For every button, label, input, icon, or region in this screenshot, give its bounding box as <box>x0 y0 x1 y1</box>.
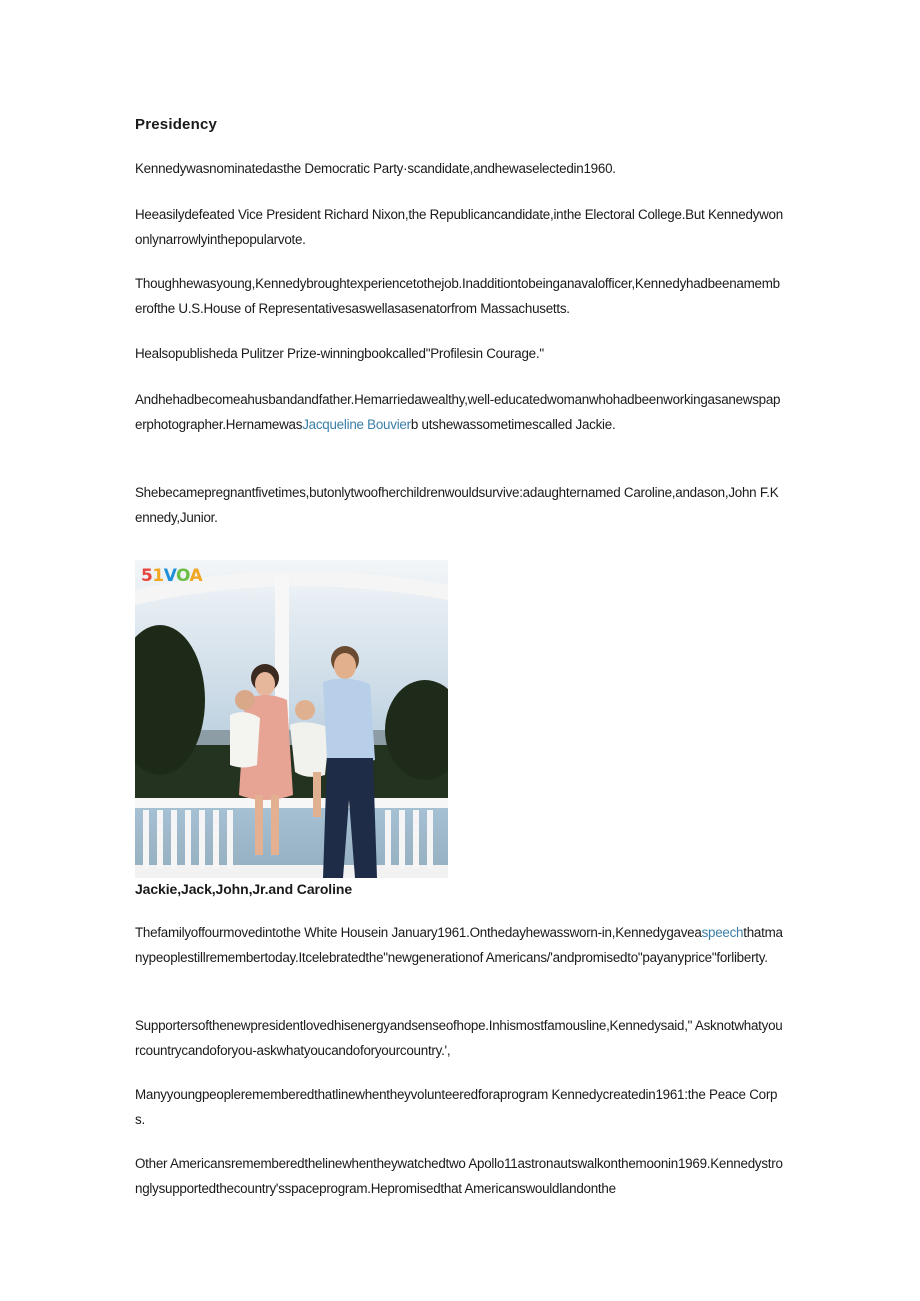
photo-caption: Jackie,Jack,John,Jr.and Caroline <box>135 881 353 897</box>
voa-logo: 51VOA <box>141 566 203 586</box>
speech-link[interactable]: speech <box>701 925 744 940</box>
paragraph-peace-corps: Manyyoungpeoplerememberedthatlinewhentheyvolunteeredforaprogram Kennedycreatedin1961:the Peace Corps. <box>135 1087 778 1127</box>
paragraph-white-house <box>135 921 785 970</box>
paragraph-marriage-text-1: Andhehadbecomeahusbandandfather.Hemarriedawealthy,well-educatedwomanwhohadbeenworkingasanewspaperphotographer.Hernamewas <box>135 392 781 432</box>
paragraph-supporters: Supportersofthenewpresidentlovedhisenergyandsenseofhope.Inhismostfamousline,Kennedysaid," Asknotwhatyourcountrycandoforyou-askwhatyoucandoforyourcountry.', <box>135 1018 783 1058</box>
paragraph-marriage <box>135 388 785 437</box>
paragraph-election: Heeasilydefeated Vice President Richard Nixon,the Republicancandidate,inthe Electoral College.But Kennedywononlynarrowlyinthepopularvote. <box>135 207 783 247</box>
paragraph-experience: Thoughhewasyoung,Kennedybroughtexperiencetothejob.Inadditiontobeinganavalofficer,Kennedyhadbeenamemberofthe U.S.House of Representativesaswellasasenatorfrom Massachusetts. <box>135 276 780 316</box>
family-photo-image <box>135 560 448 878</box>
family-photo <box>135 560 448 878</box>
paragraph-space: Other Americansrememberedthelinewhentheywatchedtwo Apollo11astronautswalkonthemoonin1969.Kennedystronglysupportedthecountry'sspaceprogram.Hepromisedthat Americanswouldlandonthe <box>135 1156 783 1196</box>
paragraph-nomination: Kennedywasnominatedasthe Democratic Party·scandidate,andhewaselectedin1960. <box>135 161 616 176</box>
jacqueline-bouvier-link[interactable]: Jacqueline Bouvier <box>302 416 411 432</box>
paragraph-children: Shebecamepregnantfivetimes,butonlytwoofherchildrenwouldsurvive:adaughternamed Caroline,andason,John F.Kennedy,Junior. <box>135 485 779 525</box>
paragraph-white-house-text-1: Thefamilyoffourmovedintothe White Housein January1961.Onthedayhewassworn-in,Kennedygavea <box>135 925 702 940</box>
paragraph-white-house-text-2: thatmanypeoplestillremembertoday.Itcelebratedthe"newgenerationof Americans/'andpromisedto"payanyprice"forliberty. <box>135 925 783 965</box>
section-heading: Presidency <box>135 116 218 133</box>
paragraph-book: Healsopublishedа Pulitzer Prize-winningbookcalled"Profilesin Courage." <box>135 346 544 361</box>
paragraph-marriage-text-2: b utshewassometimescalled Jackie. <box>410 416 616 432</box>
